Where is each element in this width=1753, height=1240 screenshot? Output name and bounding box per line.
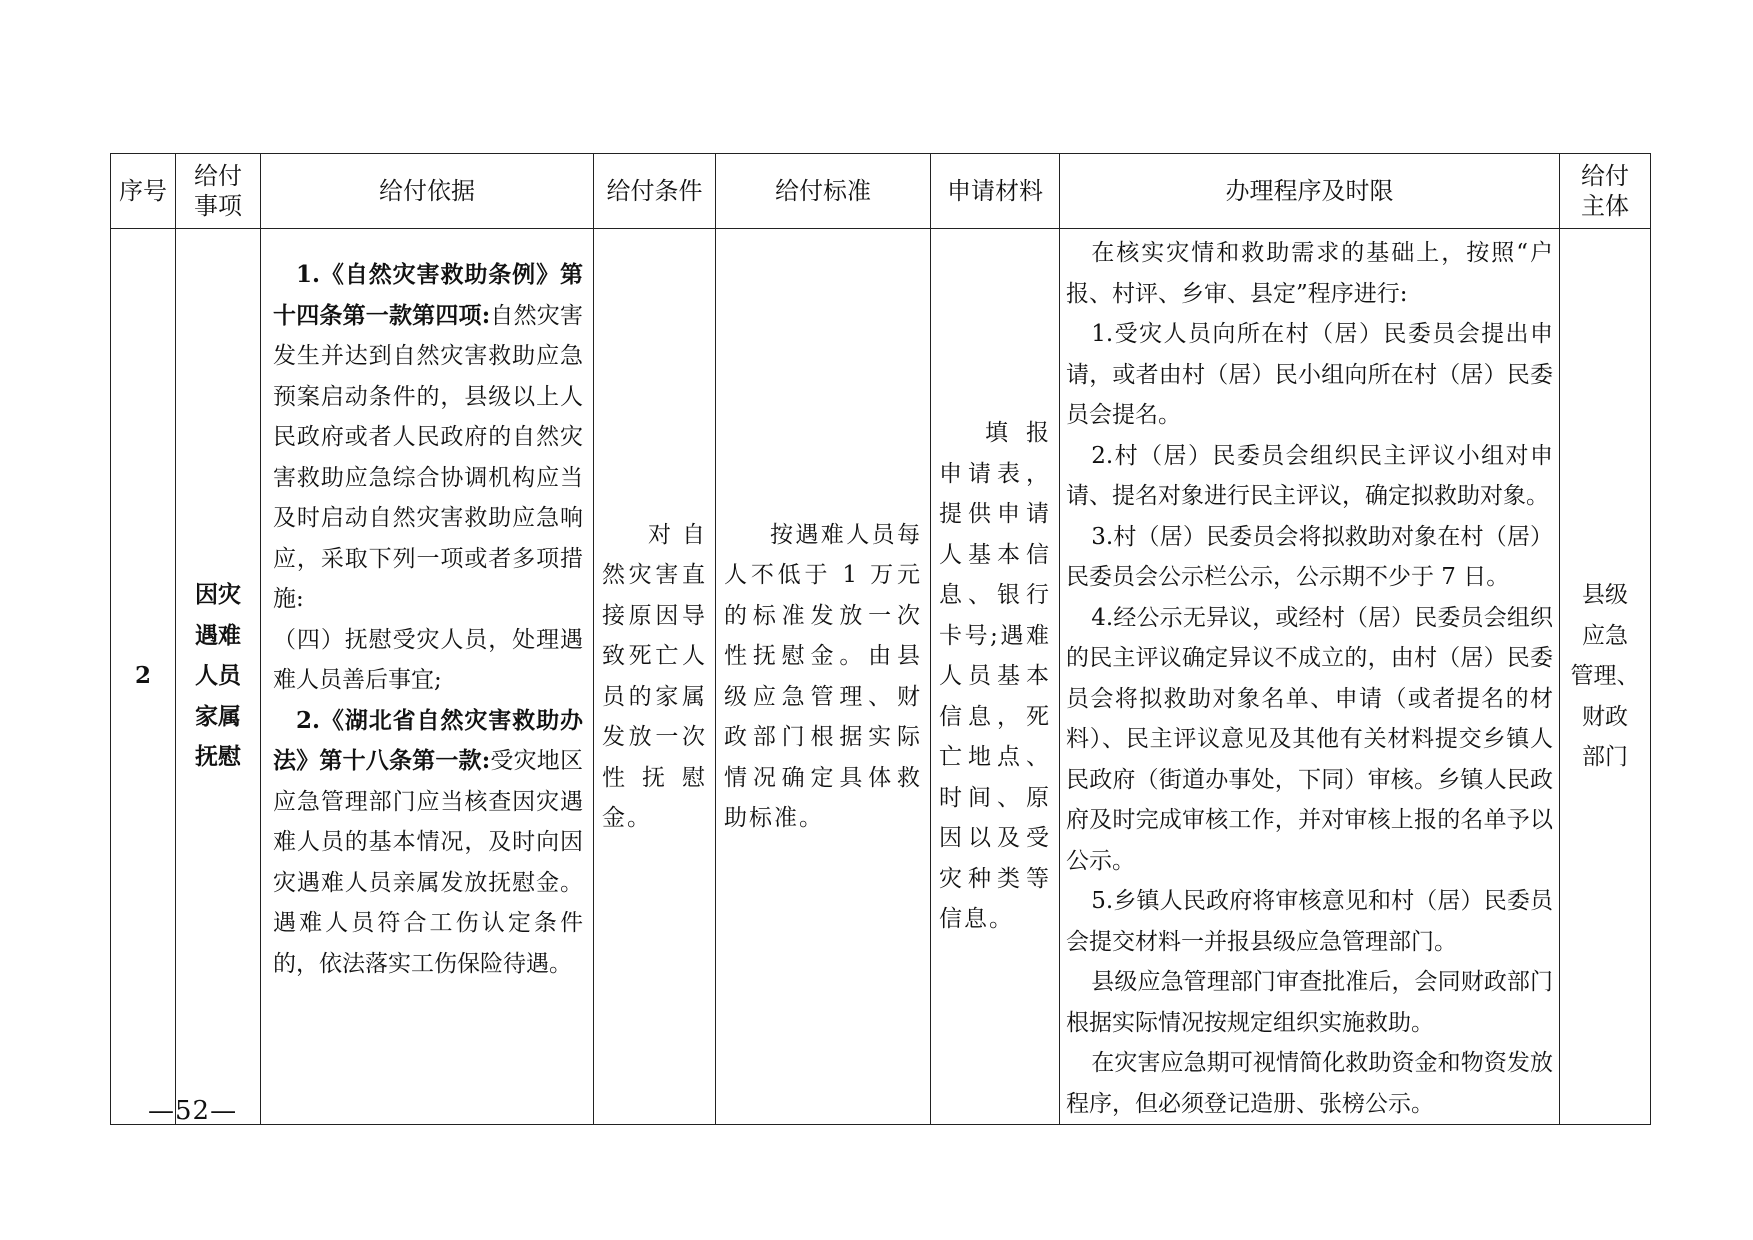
row-item-line: 抚慰: [195, 743, 241, 771]
condition-text: 对自然灾害直接原因导致死亡人员的家属发放一次性抚慰金。: [602, 521, 707, 831]
page-number: —52—: [148, 1096, 238, 1126]
row-seq: 2: [111, 229, 176, 1125]
row-basis: [261, 229, 594, 1125]
header-item: [176, 154, 261, 229]
header-body: [1560, 154, 1651, 229]
row-standard: [716, 229, 931, 1125]
basis-p1-heading: 1.《自然灾害救助条例》第十四条第一款第四项:: [273, 261, 583, 329]
basis-p2-text: 受灾地区应急管理部门应当核查因灾遇难人员的基本情况，及时向因灾遇难人员亲属发放抚慰金。遇难人员符合工伤认定条件的，依法落实工伤保险待遇。: [273, 748, 584, 977]
header-procedure: 办理程序及时限: [1060, 154, 1560, 229]
table-header-row: [111, 154, 1651, 229]
procedure-paragraph: 5.乡镇人民政府将审核意见和村（居）民委员会提交材料一并报县级应急管理部门。: [1066, 888, 1553, 955]
procedure-paragraph: 在核实灾情和救助需求的基础上，按照“户报、村评、乡审、县定”程序进行:: [1066, 240, 1553, 307]
row-body-line: 财政: [1582, 703, 1628, 730]
basis-p2-heading: 2.《湖北省自然灾害救助办法》第十八条第一款:: [273, 706, 583, 774]
procedure-paragraph: 在灾害应急期可视情简化救助资金和物资发放程序，但必须登记造册、张榜公示。: [1066, 1050, 1553, 1117]
row-condition: [594, 229, 716, 1125]
benefit-table: [110, 153, 1651, 1125]
standard-text: 按遇难人员每人不低于 1 万元的标准发放一次性抚慰金。由县级应急管理、财政部门根据实际情况确定具体救助标准。: [724, 521, 922, 831]
procedure-paragraph: 1.受灾人员向所在村（居）民委员会提出申请，或者由村（居）民小组向所在村（居）民委员会提名。: [1066, 321, 1553, 428]
row-body-line: 部门: [1582, 744, 1628, 771]
row-item-line: 遇难: [195, 621, 241, 649]
procedure-paragraph: 3.村（居）民委员会将拟救助对象在村（居）民委员会公示栏公示，公示期不少于 7 日。: [1066, 523, 1553, 590]
procedure-paragraph: 县级应急管理部门审查批准后，会同财政部门根据实际情况按规定组织实施救助。: [1066, 969, 1553, 1036]
header-standard: 给付标准: [716, 154, 931, 229]
header-item-line1: 给付: [194, 162, 242, 190]
header-body-line2: 主体: [1581, 192, 1629, 220]
row-body: [1560, 229, 1651, 1125]
procedure-paragraph: 4.经公示无异议，或经村（居）民委员会组织的民主评议确定异议不成立的，由村（居）民委员会将拟救助对象名单、申请（或者提名的材料）、民主评议意见及其他有关材料提交乡镇人民政府（街道办事处，下同）审核。乡镇人民政府及时完成审核工作，并对审核上报的名单予以公示。: [1066, 604, 1553, 874]
row-item: [176, 229, 261, 1125]
row-item-line: 家属: [195, 702, 241, 730]
row-body-line: 管理、: [1570, 663, 1640, 690]
materials-text: 填报申请表，提供申请人基本信息、银行卡号;遇难人员基本信息，死亡地点、时间、原因以及受灾种类等信息。: [939, 420, 1051, 933]
header-basis: 给付依据: [261, 154, 594, 229]
row-body-line: 应急: [1582, 622, 1628, 649]
basis-p1-item: （四）抚慰受灾人员，处理遇难人员善后事宜;: [273, 626, 583, 693]
row-body-line: 县级: [1582, 582, 1628, 609]
row-procedure: [1060, 229, 1560, 1125]
header-item-line2: 事项: [194, 192, 242, 220]
procedure-paragraph: 2.村（居）民委员会组织民主评议小组对申请、提名对象进行民主评议，确定拟救助对象。: [1066, 442, 1553, 509]
basis-p1-text: 自然灾害发生并达到自然灾害救助应急预案启动条件的，县级以上人民政府或者人民政府的自然灾害救助应急综合协调机构应当及时启动自然灾害救助应急响应，采取下列一项或者多项措施:: [273, 302, 584, 612]
header-condition: 给付条件: [594, 154, 716, 229]
header-body-line1: 给付: [1581, 162, 1629, 190]
row-item-line: 人员: [195, 662, 241, 690]
header-materials: 申请材料: [931, 154, 1060, 229]
header-seq: 序号: [111, 154, 176, 229]
row-materials: [931, 229, 1060, 1125]
row-item-line: 因灾: [195, 581, 241, 609]
table-row: [111, 229, 1651, 1125]
